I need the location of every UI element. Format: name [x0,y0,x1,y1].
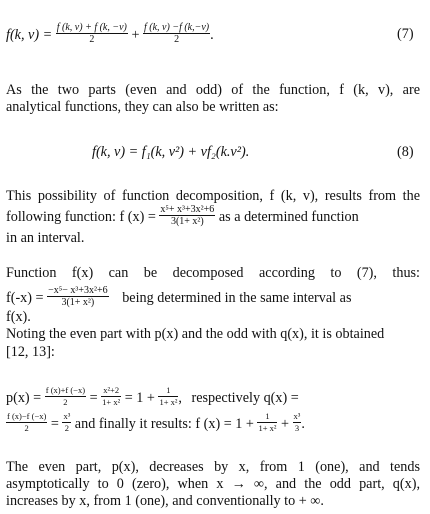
r-plus: + [280,415,289,432]
eq7-fraction-odd [143,22,210,45]
para3-line2-pre: f(-x) = [6,289,44,306]
para3-line2-post: being determined in the same interval as [122,289,352,306]
p-comma: , [178,389,182,406]
p-frac3-denominator: 1+ x² [159,397,178,407]
r-frac1-numerator: 1 [257,411,277,423]
para3-line1: Function f(x) can be decomposed according to (7), thus: [6,265,420,281]
para2-line2 [6,206,359,229]
para2-fraction [159,204,215,227]
q-frac1-denominator: 2 [24,423,29,433]
q-frac2-denominator: 2 [64,423,69,433]
r-frac2-numerator: x³ [293,411,301,421]
para4-line2: asymptotically to 0 (zero), when x → ∞, and the odd part, q(x), [6,476,420,492]
equation-q-line [6,413,305,436]
p-eq2: = 1 + [124,389,155,406]
para1-line1: As the two parts (even and odd) of the function, f (k, v), are [6,82,420,98]
eq7-plus: + [131,26,140,43]
respectively-text: respectively q(x) = [191,389,299,406]
eq7-frac2-numerator: f (k, v) −f (k,−v) [144,22,210,33]
equation-8: f(k, v) = f₁(k, v²) + vf₂(k.v²). [92,144,250,160]
q-frac1-numerator: f (x)−f (−x) [7,411,47,421]
r-frac2 [293,411,302,434]
p-eq1: = [89,389,98,406]
p-frac2-denominator: 1+ x² [102,397,121,407]
para2-line2-post: as a determined function [218,208,359,225]
p-frac1-denominator: 2 [63,397,68,407]
eq7-dot: . [210,26,214,43]
para3-frac-denominator: 3(1+ x²) [61,297,95,308]
q-eq3: = [50,415,59,432]
p-frac1-numerator: f (x)+f (−x) [45,385,86,395]
equation-7-number: (7) [397,26,414,42]
para3-frac-numerator: −x⁵− x³+3x²+6 [48,285,108,296]
para4-line3: increases by x, from 1 (one), and conventionally to + ∞. [6,493,324,509]
q-frac2 [62,411,71,434]
q-frac1 [6,411,47,434]
para1-line2: analytical functions, they can also be written as: [6,99,279,115]
equation-7 [6,24,214,47]
eq7-lhs: f(k, v) = [6,26,53,43]
r-frac1 [257,411,277,434]
para3-line2 [6,287,351,310]
p-frac2 [101,385,121,408]
para3-line4: Noting the even part with p(x) and the odd with q(x), it is obtained [6,326,385,342]
r-frac1-denominator: 1+ x² [258,423,277,433]
equation-p-line [6,387,299,410]
p-lhs: p(x) = [6,389,42,406]
para4-line1: The even part, p(x), decreases by x, from 1 (one), and tends [6,459,420,475]
finally-text: and finally it results: f (x) = 1 + [74,415,254,432]
p-frac3 [158,385,178,408]
eq7-frac2-denominator: 2 [174,34,180,45]
para3-fraction [47,285,109,308]
para2-frac-numerator: x⁵+ x³+3x²+6 [160,204,215,215]
para2-line1: This possibility of function decomposition, f (k, v), results from the [6,188,420,204]
para3-line5: [12, 13]: [6,344,55,360]
eq7-fraction-even [56,22,128,45]
para2-line3: in an interval. [6,230,85,246]
q-frac2-numerator: x³ [63,411,71,421]
r-dot: . [301,415,305,432]
p-frac3-numerator: 1 [158,385,178,397]
para2-line2-pre: following function: f (x) = [6,208,156,225]
eq7-frac1-denominator: 2 [89,34,95,45]
p-frac1 [45,385,86,408]
r-frac2-denominator: 3 [294,423,300,433]
eq7-frac1-numerator: f (k, v) + f (k, −v) [56,22,127,33]
p-frac2-numerator: x²+2 [101,385,121,397]
para2-frac-denominator: 3(1+ x²) [170,216,204,227]
equation-8-number: (8) [397,144,414,160]
para3-line3: f(x). [6,309,31,325]
